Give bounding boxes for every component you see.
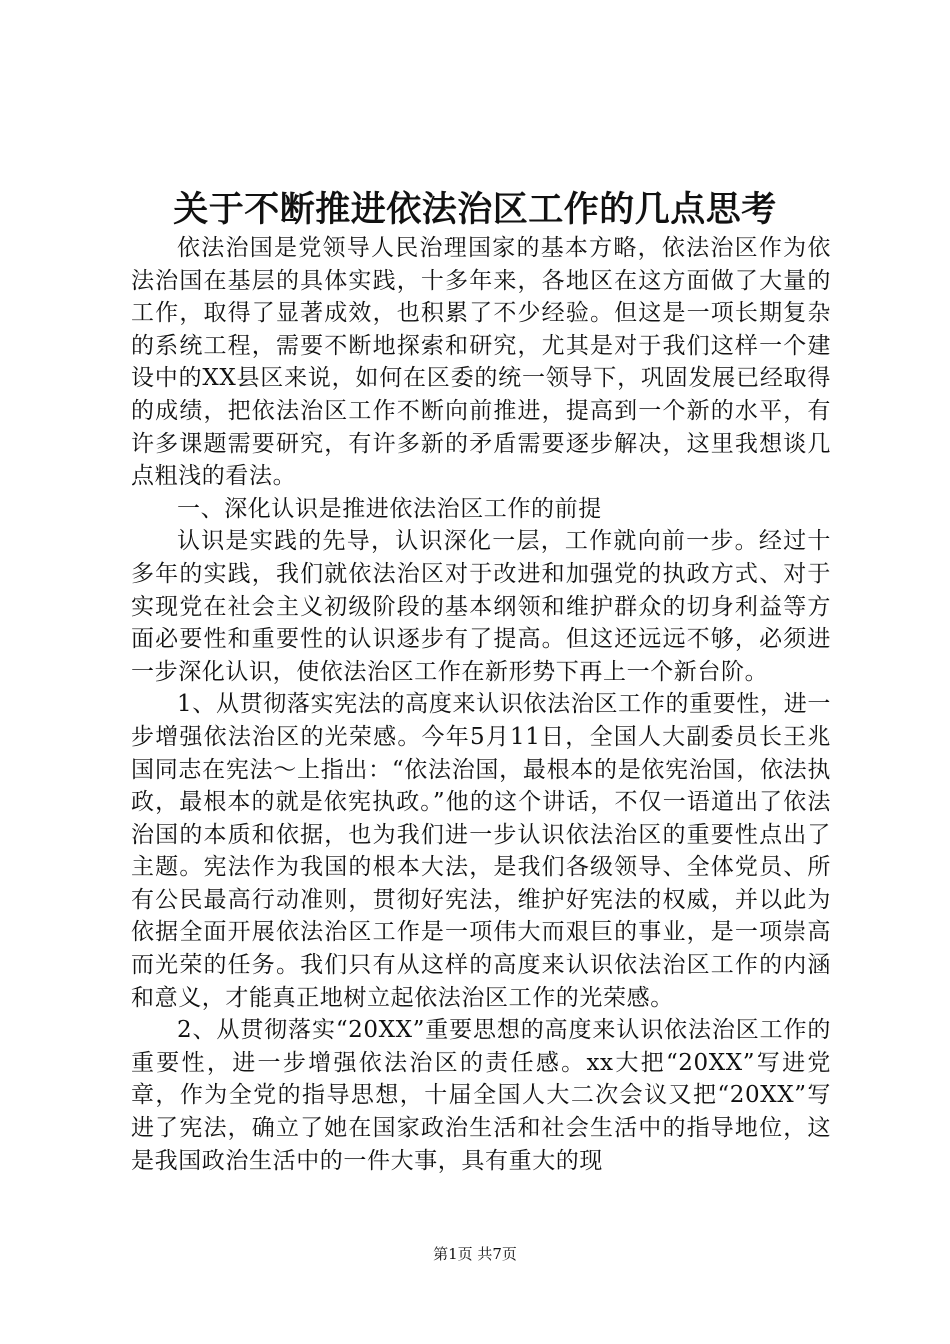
paragraph-point-1: 1、从贯彻落实宪法的高度来认识依法治区工作的重要性，进一步增强依法治区的光荣感。今年5月11日，全国人大副委员长王兆国同志在宪法～上指出：“依法治国，最根本的是依宪治国，依法执政，最根本的就是依宪执政。”他的这个讲话，不仅一语道出了依法治国的本质和依据，也为我们进一步认识依法治区的重要性点出了主题。宪法作为我国的根本大法，是我们各级领导、全体党员、所有公民最高行动准则，贯彻好宪法，维护好宪法的权威，并以此为依据全面开展依法治区工作是一项伟大而艰巨的事业，是一项崇高而光荣的任务。我们只有从这样的高度来认识依法治区工作的内涵和意义，才能真正地树立起依法治区工作的光荣感。 xyxy=(131,691,831,1011)
section-heading-1: 一、深化认识是推进依法治区工作的前提 xyxy=(177,495,602,522)
paragraph-section-1: 认识是实践的先导，认识深化一层，工作就向前一步。经过十多年的实践，我们就依法治区对于改进和加强党的执政方式、对于实现党在社会主义初级阶段的基本纲领和维护群众的切身利益等方面必要性和重要性的认识逐步有了提高。但这还远远不够，必须进一步深化认识，使依法治区工作在新形势下再上一个新台阶。 xyxy=(131,528,831,685)
document-body xyxy=(131,232,831,1177)
page-number-footer: 第1页 共7页 xyxy=(433,1245,517,1263)
document-title: 关于不断推进依法治区工作的几点思考 xyxy=(173,189,777,230)
paragraph-point-2: 2、从贯彻落实“20XX”重要思想的高度来认识依法治区工作的重要性，进一步增强依法治区的责任感。xx大把“20XX”写进党章，作为全党的指导思想，十届全国人大二次会议又把“20XX”写进了宪法，确立了她在国家政治生活和社会生活中的指导地位，这是我国政治生活中的一件大事，具有重大的现 xyxy=(131,1017,831,1174)
paragraph-intro: 依法治国是党领导人民治理国家的基本方略，依法治区作为依法治国在基层的具体实践，十多年来，各地区在这方面做了大量的工作，取得了显著成效，也积累了不少经验。但这是一项长期复杂的系统工程，需要不断地探索和研究，尤其是对于我们这样一个建设中的XX县区来说，如何在区委的统一领导下，巩固发展已经取得的成绩，把依法治区工作不断向前推进，提高到一个新的水平，有许多课题需要研究，有许多新的矛盾需要逐步解决，这里我想谈几点粗浅的看法。 xyxy=(131,235,831,490)
